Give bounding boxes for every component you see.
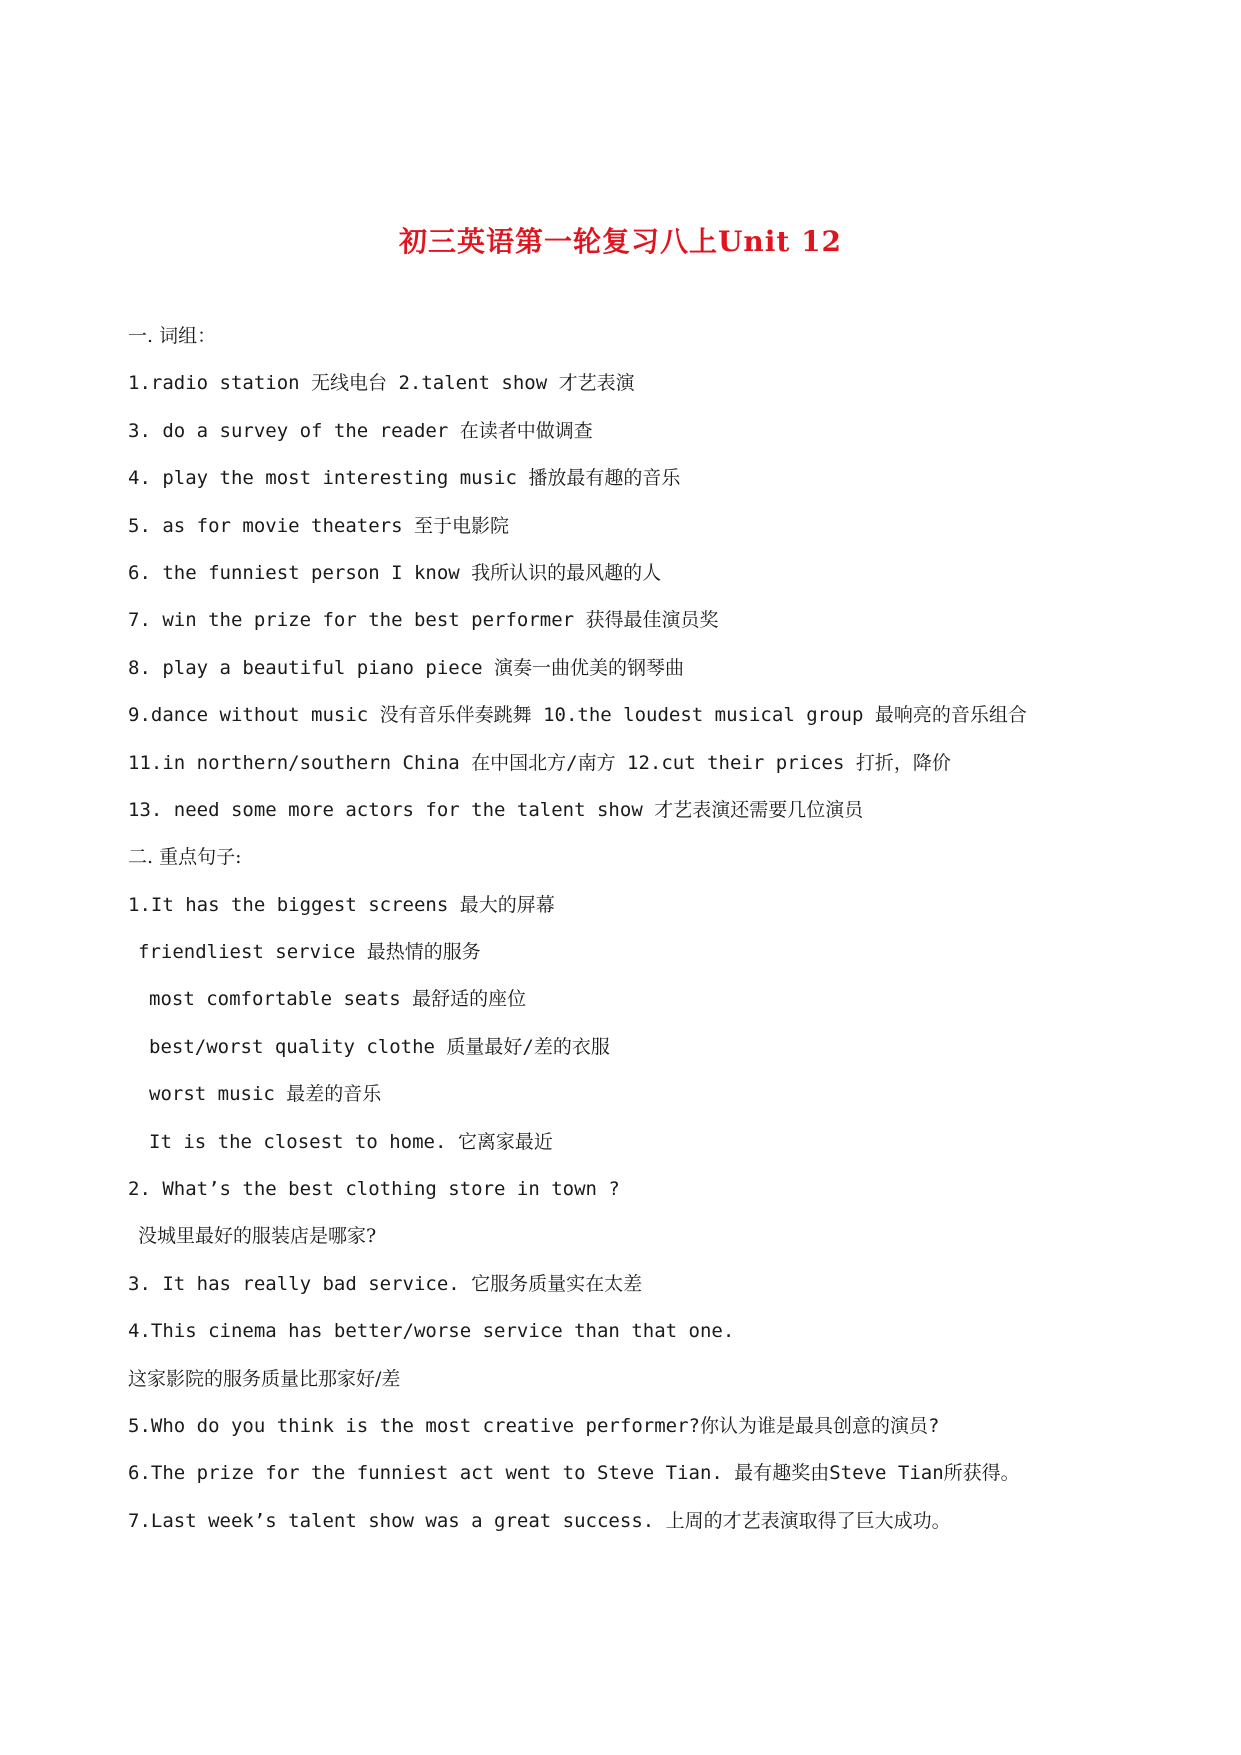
phrase-item: 4. play the most interesting music 播放最有趣的音乐: [128, 467, 681, 490]
sentence-line: most comfortable seats 最舒适的座位: [149, 988, 527, 1011]
document-title: 初三英语第一轮复习八上Unit 12: [398, 225, 843, 258]
phrase-item: 11.in northern/southern China 在中国北方/南方 12.cut their prices 打折，降价: [128, 751, 951, 774]
sentence-line: 6.The prize for the funniest act went to Steve Tian. 最有趣奖由Steve Tian所获得。: [128, 1462, 1020, 1485]
sentence-line: It is the closest to home. 它离家最近: [149, 1130, 553, 1153]
sentence-line: 7.Last week’s talent show was a great success. 上周的才艺表演取得了巨大成功。: [128, 1509, 951, 1532]
document-body: [128, 313, 1128, 1545]
sentence-line: worst music 最差的音乐: [149, 1083, 382, 1106]
sentence-line: best/worst quality clothe 质量最好/差的衣服: [149, 1035, 610, 1058]
section-heading-sentences: 二. 重点句子:: [128, 846, 242, 869]
phrase-item: 9.dance without music 没有音乐伴奏跳舞 10.the loudest musical group 最响亮的音乐组合: [128, 704, 1027, 727]
phrase-item: 13. need some more actors for the talent show 才艺表演还需要几位演员: [128, 798, 864, 821]
phrase-item: 6. the funniest person I know 我所认识的最风趣的人: [128, 561, 662, 584]
phrase-item: 5. as for movie theaters 至于电影院: [128, 514, 509, 537]
sentence-translation: 这家影院的服务质量比那家好/差: [128, 1367, 401, 1390]
sentence-line: 3. It has really bad service. 它服务质量实在太差: [128, 1272, 643, 1295]
sentence-line: 4.This cinema has better/worse service than that one.: [128, 1320, 735, 1343]
phrase-item: 8. play a beautiful piano piece 演奏一曲优美的钢琴曲: [128, 656, 685, 679]
sentence-line: 2. What’s the best clothing store in town ?: [128, 1178, 620, 1201]
sentence-line: friendliest service 最热情的服务: [138, 941, 481, 964]
phrase-item: 3. do a survey of the reader 在读者中做调查: [128, 419, 593, 442]
sentence-line: 1.It has the biggest screens 最大的屏幕: [128, 893, 555, 916]
phrase-item: 1.radio station 无线电台 2.talent show 才艺表演: [128, 372, 635, 395]
phrase-item: 7. win the prize for the best performer 获得最佳演员奖: [128, 609, 719, 632]
section-heading-phrases: 一. 词组：: [128, 325, 217, 347]
sentence-line: 5.Who do you think is the most creative performer?你认为谁是最具创意的演员?: [128, 1414, 940, 1437]
sentence-translation: 没城里最好的服装店是哪家?: [138, 1225, 377, 1248]
